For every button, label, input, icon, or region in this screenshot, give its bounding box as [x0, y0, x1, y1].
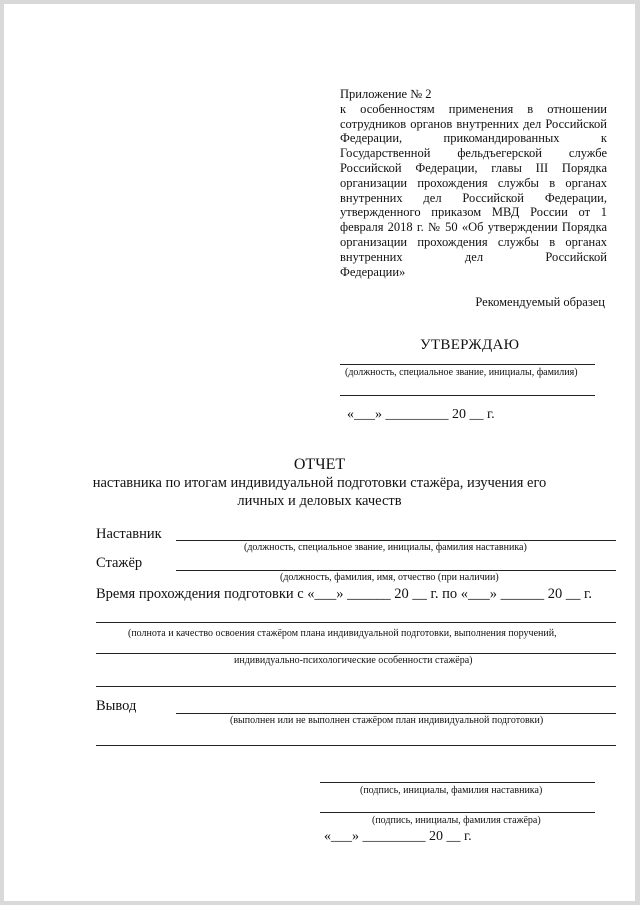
- mentor-signature-line: [320, 782, 595, 783]
- mentor-caption: (должность, специальное звание, инициалы, фамилия наставника): [244, 542, 527, 553]
- approve-caption: (должность, специальное звание, инициалы, фамилия): [345, 367, 578, 378]
- quality-line: [96, 622, 616, 623]
- trainee-signature-line: [320, 812, 595, 813]
- document-page: [4, 4, 635, 901]
- annex-title: Приложение № 2: [340, 87, 432, 101]
- training-period: Время прохождения подготовки с «___» ______ 20 __ г. по «___» ______ 20 __ г.: [96, 586, 592, 602]
- psych-line: [96, 653, 616, 654]
- approve-title: УТВЕРЖДАЮ: [420, 337, 520, 353]
- mentor-line: [176, 540, 616, 541]
- quality-caption: (полнота и качество освоения стажёром плана индивидуальной подготовки, выполнения поручений,: [128, 628, 557, 639]
- conclusion-caption: (выполнен или не выполнен стажёром план индивидуальной подготовки): [230, 715, 544, 726]
- trainee-line: [176, 570, 616, 571]
- annex-body: к особенностям применения в отношении сотрудников органов внутренних дел Российской Федерации, прикомандированных к Государственной фельдъегерской службе Российской Федерации, главы III Порядка организации прохождения службы в органах внутренних дел Российской Федерации, утвержденного приказом МВД России от 1 февраля 2018 г. № 50 «Об утверждении Порядка организации прохождения службы в органах внутренних дел Российской: [340, 101, 607, 264]
- approve-position-line: [340, 364, 595, 365]
- trainee-caption: (должность, фамилия, имя, отчество (при наличии): [280, 572, 499, 583]
- report-subtitle-line1: наставника по итогам индивидуальной подготовки стажёра, изучения его: [92, 475, 547, 491]
- psych-caption: индивидуально-психологические особенности стажёра): [234, 655, 473, 666]
- trainee-signature-caption: (подпись, инициалы, фамилия стажёра): [372, 815, 541, 826]
- annex-body-last: Федерации»: [340, 264, 406, 279]
- mentor-signature-caption: (подпись, инициалы, фамилия наставника): [360, 785, 543, 796]
- signature-date: «___» _________ 20 __ г.: [324, 829, 472, 844]
- conclusion-label: Вывод: [96, 698, 137, 714]
- report-subtitle-line2: личных и деловых качеств: [237, 493, 402, 509]
- conclusion-extra-line: [96, 745, 616, 746]
- conclusion-line: [176, 713, 616, 714]
- extra-line: [96, 686, 616, 687]
- mentor-label: Наставник: [96, 526, 162, 542]
- approve-date: «___» _________ 20 __ г.: [347, 407, 495, 422]
- trainee-label: Стажёр: [96, 555, 143, 571]
- annex-block: [340, 87, 607, 279]
- approve-signature-line: [340, 395, 595, 396]
- recommended-sample-label: Рекомендуемый образец: [475, 295, 605, 309]
- report-title: ОТЧЕТ: [293, 456, 346, 473]
